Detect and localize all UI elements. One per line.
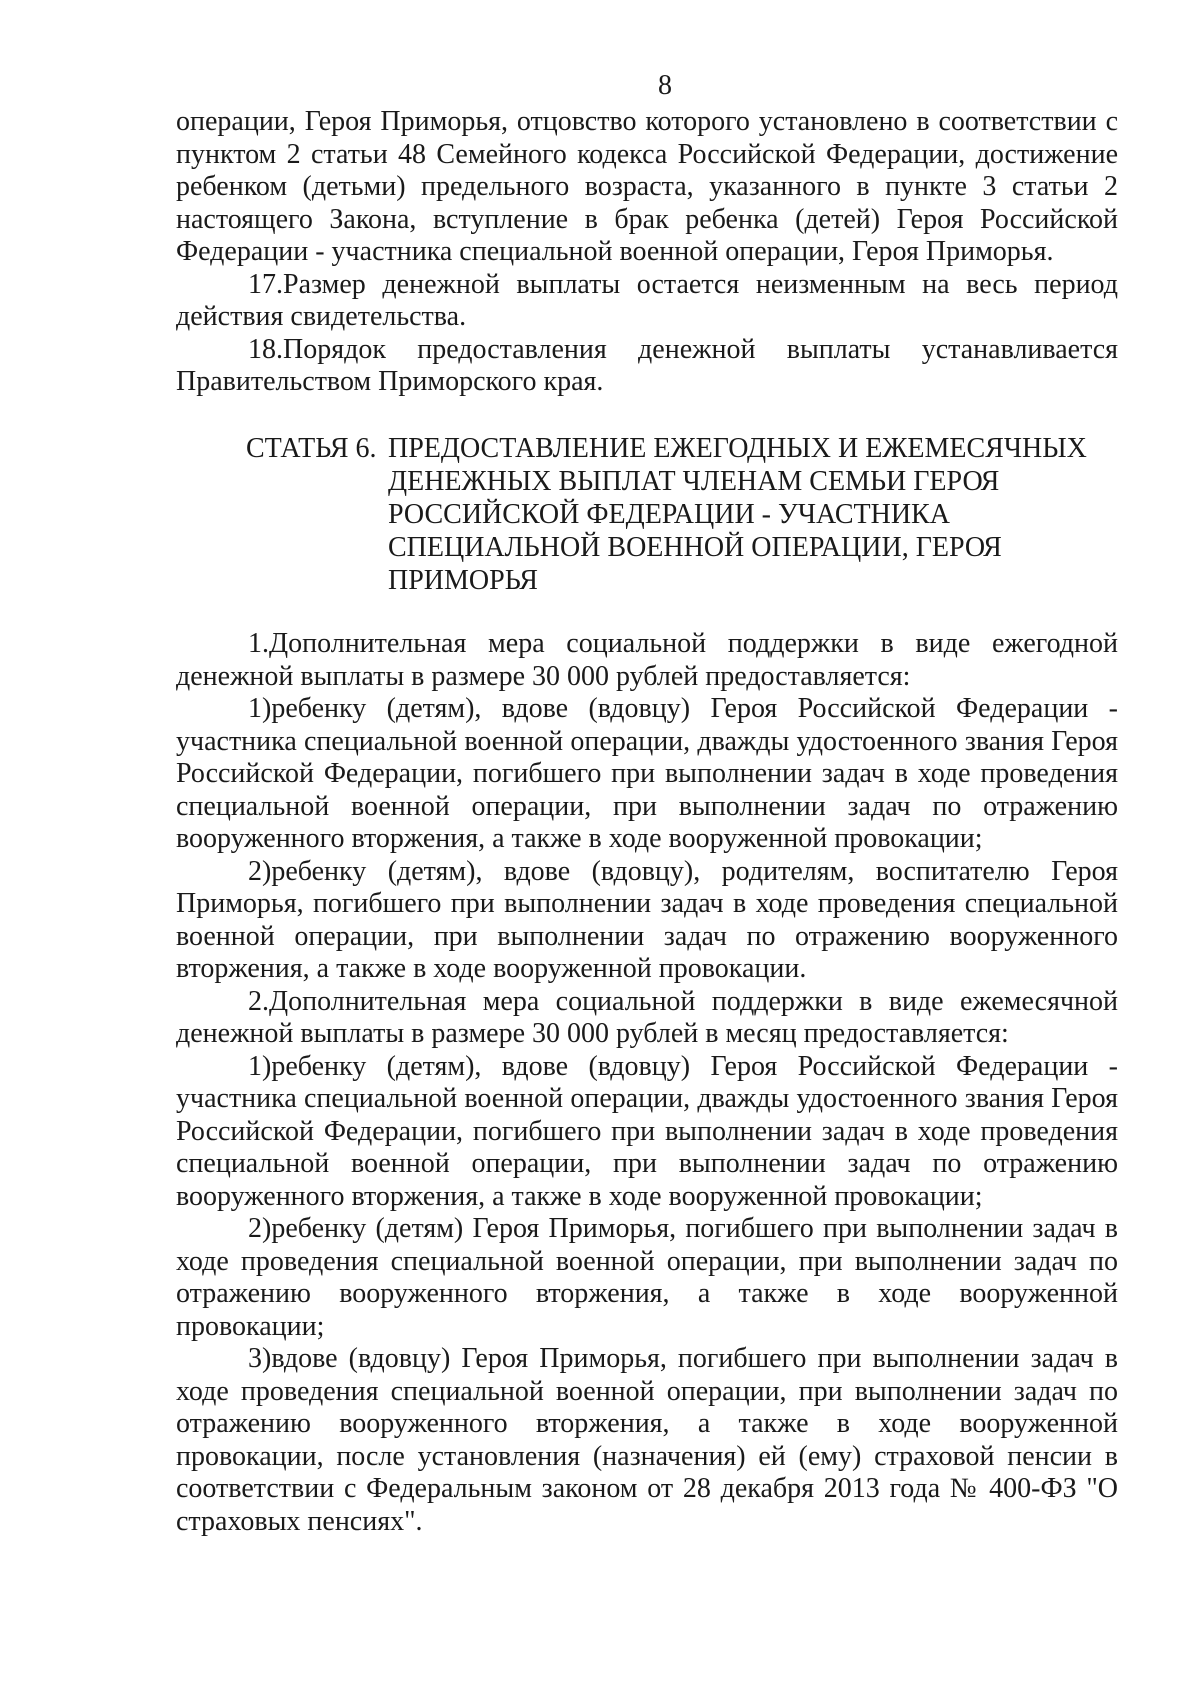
article-paragraph: 2)ребенку (детям) Героя Приморья, погибшего при выполнении задач в ходе проведения специальной военной операции, при выполнении задач по отражению вооруженного вторжения, а также в ходе вооруженной провокации;	[176, 1213, 1118, 1342]
page-number: 8	[658, 70, 672, 101]
article-paragraph: 1)ребенку (детям), вдове (вдовцу) Героя Российской Федерации - участника специальной военной операции, дважды удостоенного звания Героя Российской Федерации, погибшего при выполнении задач в ходе проведения специальной военной операции, при выполнении задач по отражению вооруженного вторжения, а также в ходе вооруженной провокации;	[176, 693, 1118, 854]
continuation-text	[176, 106, 1118, 399]
article-paragraph: 1)ребенку (детям), вдове (вдовцу) Героя Российской Федерации - участника специальной военной операции, дважды удостоенного звания Героя Российской Федерации, погибшего при выполнении задач в ходе проведения специальной военной операции, при выполнении задач по отражению вооруженного вторжения, а также в ходе вооруженной провокации;	[176, 1050, 1118, 1212]
article-paragraph: 2)ребенку (детям), вдове (вдовцу), родителям, воспитателю Героя Приморья, погибшего при выполнении задач в ходе проведения специальной военной операции, при выполнении задач по отражению вооруженного вторжения, а также в ходе вооруженной провокации.	[176, 855, 1118, 984]
article-paragraph: 2.Дополнительная мера социальной поддержки в виде ежемесячной денежной выплаты в размере 30 000 рублей в месяц предоставляется:	[176, 985, 1118, 1049]
article-paragraph: 3)вдове (вдовцу) Героя Приморья, погибшего при выполнении задач в ходе проведения специальной военной операции, при выполнении задач по отражению вооруженного вторжения, а также в ходе вооруженной провокации, после установления (назначения) ей (ему) страховой пенсии в соответствии с Федеральным законом от 28 декабря 2013 года № 400-ФЗ "О страховых пенсиях".	[176, 1343, 1118, 1537]
paragraph-18: 18.Порядок предоставления денежной выплаты устанавливается Правительством Приморского края.	[176, 333, 1118, 397]
article-paragraph: 1.Дополнительная мера социальной поддержки в виде ежегодной денежной выплаты в размере 30 000 рублей предоставляется:	[176, 628, 1118, 692]
article-body	[176, 628, 1118, 1538]
paragraph-17: 17.Размер денежной выплаты остается неизменным на весь период действия свидетельства.	[176, 268, 1118, 332]
continuation-paragraph: операции, Героя Приморья, отцовство которого установлено в соответствии с пунктом 2 статьи 48 Семейного кодекса Российской Федерации, достижение ребенком (детьми) предельного возраста, указанного в пункте 3 статьи 2 настоящего Закона, вступление в брак ребенка (детей) Героя Российской Федерации - участника специальной военной операции, Героя Приморья.	[176, 106, 1118, 267]
article-title: ПРЕДОСТАВЛЕНИЕ ЕЖЕГОДНЫХ И ЕЖЕМЕСЯЧНЫХ ДЕНЕЖНЫХ ВЫПЛАТ ЧЛЕНАМ СЕМЬИ ГЕРОЯ РОССИЙСКОЙ ФЕДЕРАЦИИ - УЧАСТНИКА СПЕЦИАЛЬНОЙ ВОЕННОЙ ОПЕРАЦИИ, ГЕРОЯ ПРИМОРЬЯ	[388, 433, 1087, 596]
article-number: СТАТЬЯ 6.	[246, 433, 377, 464]
